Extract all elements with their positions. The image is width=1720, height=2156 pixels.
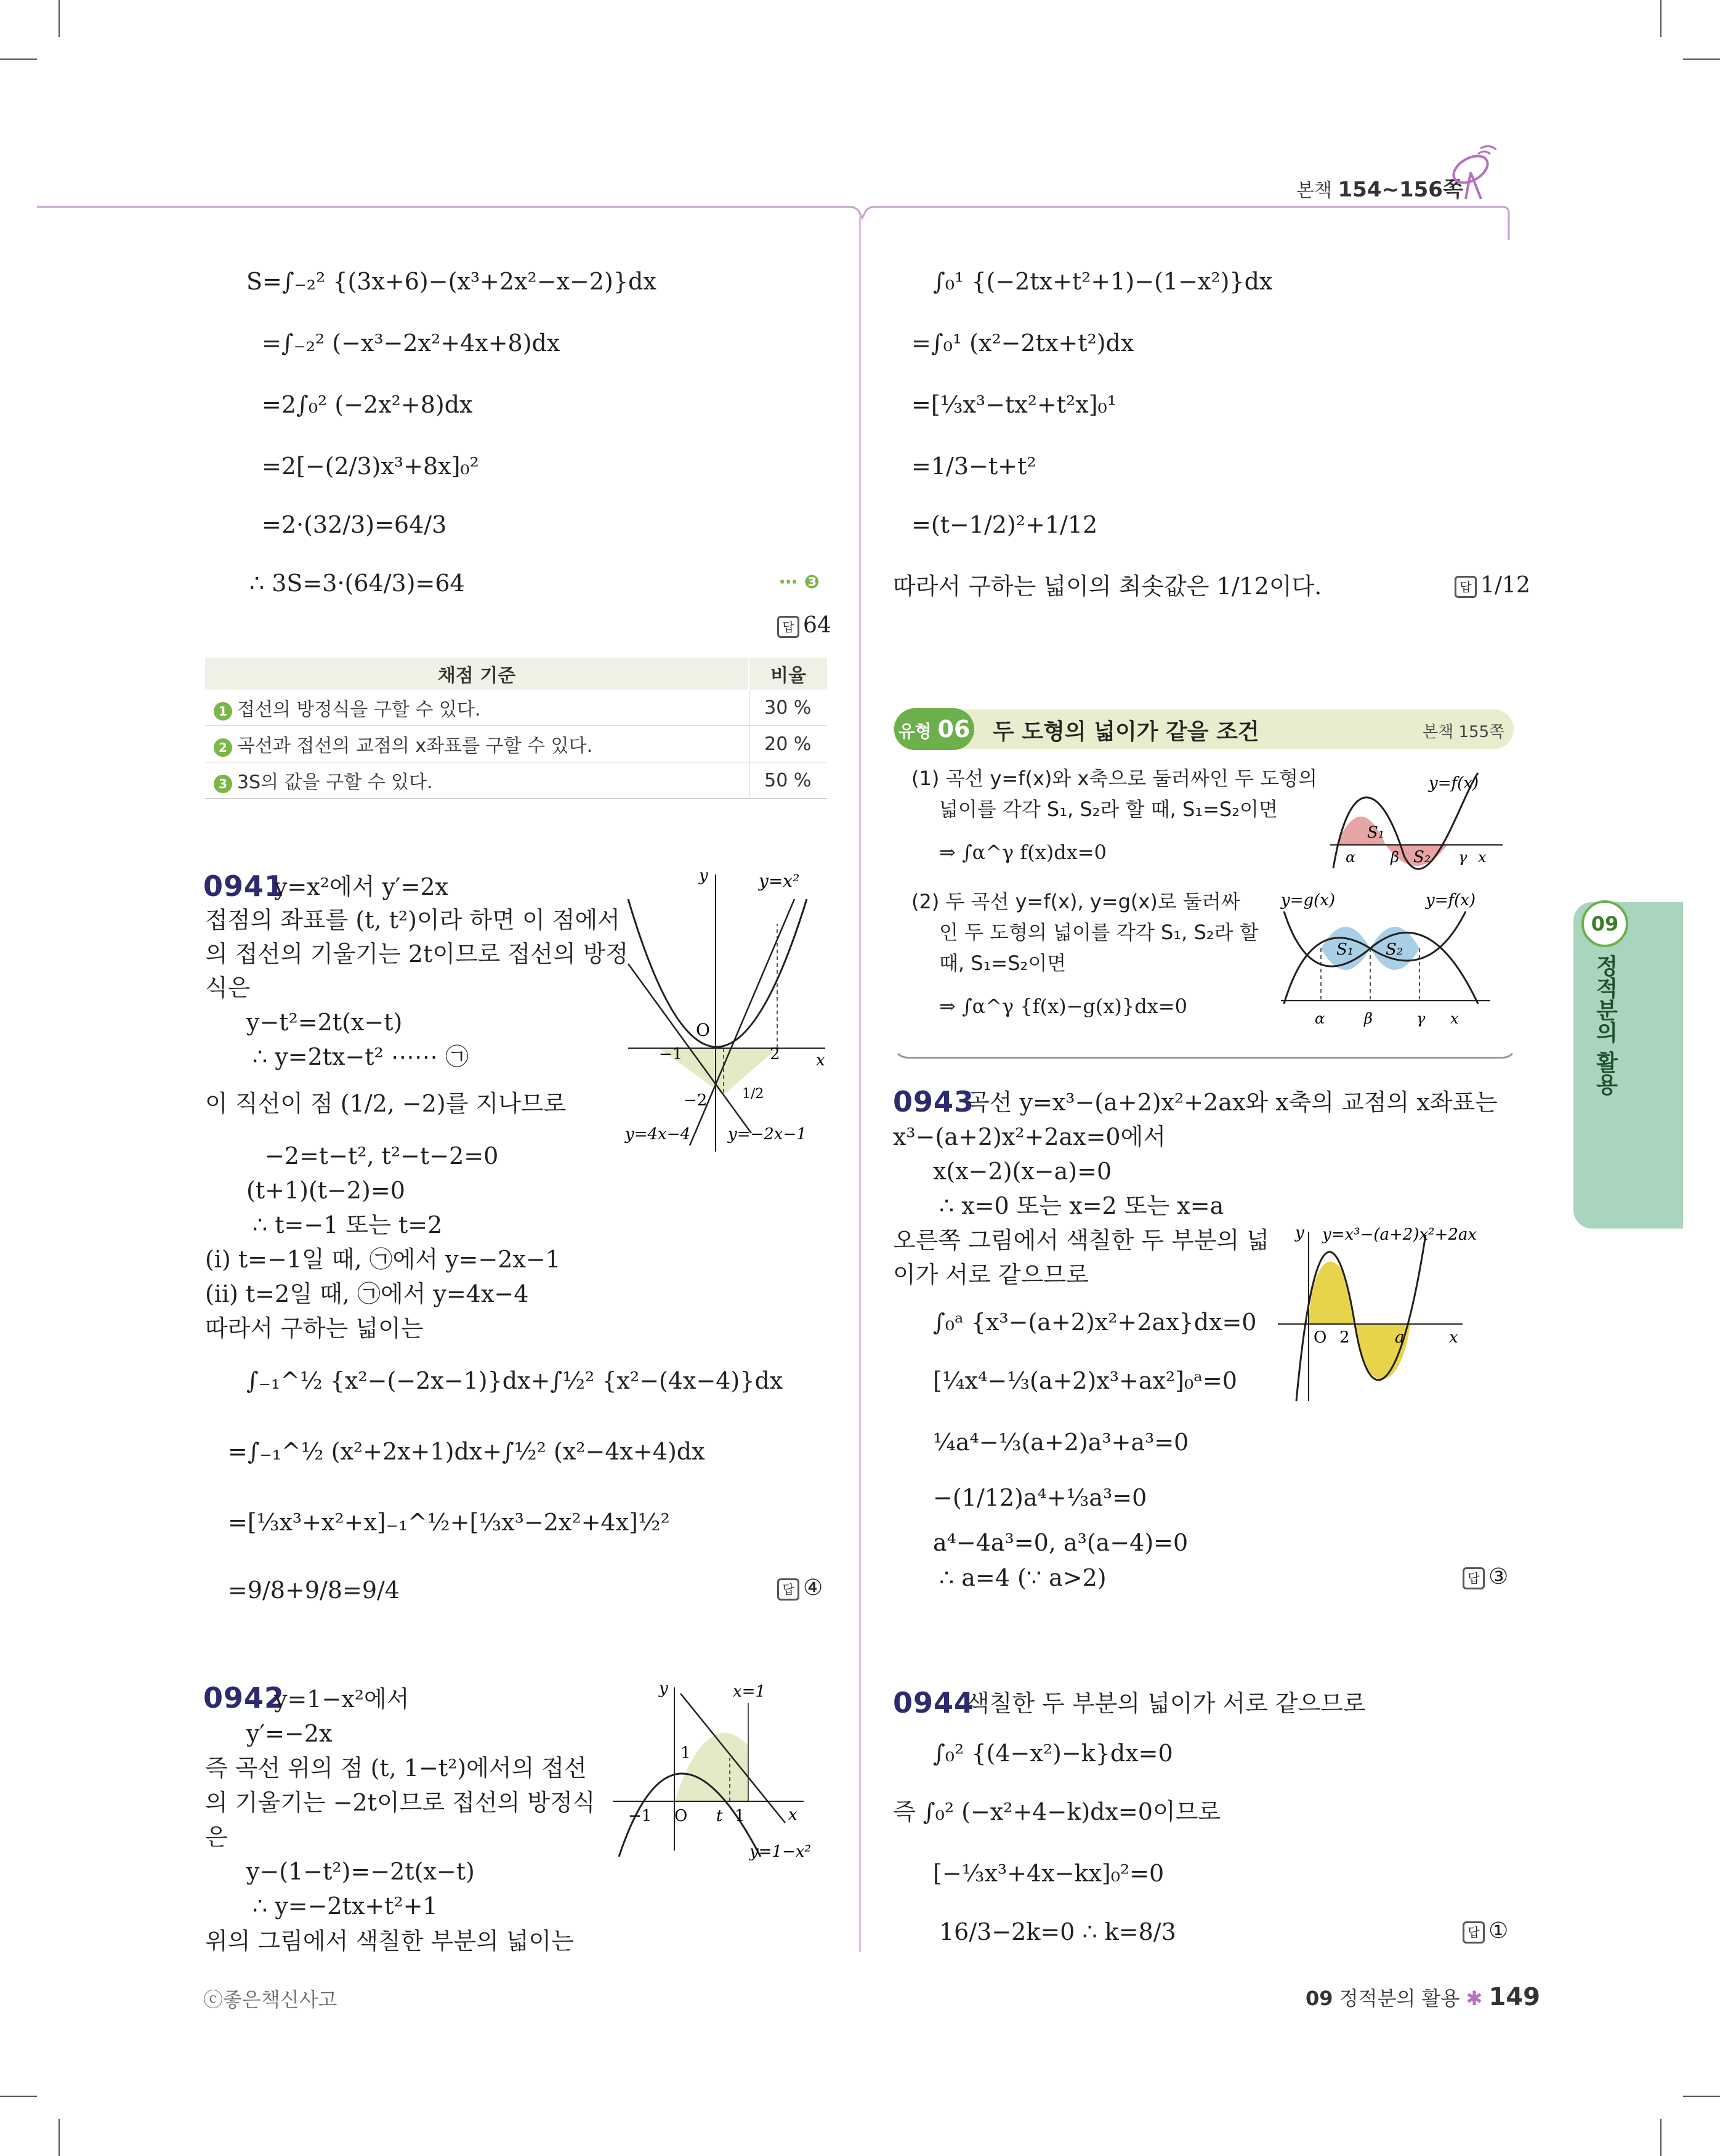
footer-chapter: 09 xyxy=(1306,1987,1333,2010)
graph-0942 xyxy=(607,1678,834,1863)
solution-line: 위의 그림에서 색칠한 부분의 넓이는 xyxy=(205,1928,574,1955)
header-rule xyxy=(37,197,1515,246)
score-row xyxy=(205,690,827,726)
tick-label: 1 xyxy=(735,1807,745,1825)
integral-line: ∫₋₁^½ {x²−(−2x−1)}dx+∫½² {x²−(4x−4)}dx xyxy=(246,1367,783,1394)
badge-word: 유형 xyxy=(898,721,932,741)
tick-label: t xyxy=(716,1807,723,1825)
solution-line: 색칠한 두 부분의 넓이가 서로 같으므로 xyxy=(967,1690,1366,1717)
tick-label: 1/2 xyxy=(742,1086,764,1102)
solution-line: 의 기울기는 −2t이므로 접선의 방정식 xyxy=(205,1789,596,1816)
tick-label: β xyxy=(1364,1010,1373,1027)
chapter-number-badge: 09 xyxy=(1581,900,1628,947)
vline-label: x=1 xyxy=(733,1682,765,1701)
tick-label: 2 xyxy=(770,1045,780,1064)
origin-label: O xyxy=(696,1020,710,1040)
answer-0940 xyxy=(777,613,831,638)
x-axis-label: x xyxy=(1450,1010,1459,1027)
answer-value: ① xyxy=(1488,1918,1509,1944)
solution-line: y−t²=2t(x−t) xyxy=(246,1009,403,1036)
integral-line: 즉 ∫₀² (−x²+4−k)dx=0이므로 xyxy=(893,1798,1221,1825)
integral-line: ¼a⁴−⅓(a+2)a³+a³=0 xyxy=(933,1429,1189,1456)
calc-line: ∫₀¹ {(−2tx+t²+1)−(1−x²)}dx xyxy=(933,268,1273,295)
integral-line: [¼x⁴−⅓(a+2)x³+ax²]₀ᵃ=0 xyxy=(933,1367,1237,1394)
tick-label: γ xyxy=(1416,1010,1426,1027)
answer-value: ④ xyxy=(803,1575,823,1601)
score-header-criteria: 채점 기준 xyxy=(205,658,749,690)
x-axis-label: x xyxy=(1478,849,1487,866)
problem-number: 0942 xyxy=(203,1681,285,1714)
solution-line: 16/3−2k=0 ∴ k=8/3 xyxy=(939,1918,1176,1945)
solution-line: x(x−2)(x−a)=0 xyxy=(933,1158,1112,1185)
copyright: ⓒ좋은책신사고 xyxy=(203,1988,337,2011)
tick-label: 1 xyxy=(680,1744,691,1762)
integral-line: =9/8+9/8=9/4 xyxy=(228,1577,400,1604)
tick-label: α xyxy=(1315,1010,1325,1027)
ref-pages: 154~156쪽 xyxy=(1338,177,1463,202)
answer-value: ③ xyxy=(1488,1564,1509,1589)
curve-label: y=g(x) xyxy=(1281,891,1336,910)
type-graph-2 xyxy=(1275,887,1509,1035)
calc-line: ∴ 3S=3·(64/3)=64 xyxy=(249,570,465,597)
badge-number: 06 xyxy=(937,716,971,743)
crop-mark xyxy=(59,0,60,37)
step-number: 3 xyxy=(214,775,232,793)
tick-label: 2 xyxy=(1339,1328,1350,1347)
calc-line: S=∫₋₂² {(3x+6)−(x³+2x²−x−2)}dx xyxy=(246,268,656,295)
tick-label: −1 xyxy=(659,1045,683,1064)
type-item-line: 때, S₁=S₂이면 xyxy=(939,951,1067,975)
origin-label: O xyxy=(674,1807,688,1825)
score-pct: 20 % xyxy=(749,726,827,762)
curve-label: y=x³−(a+2)x²+2ax xyxy=(1322,1225,1477,1244)
satellite-icon xyxy=(1441,145,1496,203)
calc-line: =∫₀¹ (x²−2tx+t²)dx xyxy=(911,329,1134,357)
type-badge xyxy=(894,708,974,750)
footer-star-icon: ✱ xyxy=(1466,1987,1483,2010)
score-row xyxy=(205,762,827,799)
solution-line: 식은 xyxy=(205,974,251,1001)
type-item-line: ⇒ ∫α^γ f(x)dx=0 xyxy=(939,841,1107,864)
region-label: S₁ xyxy=(1367,823,1385,842)
region-label: S₂ xyxy=(1386,940,1403,959)
calc-line: =(t−1/2)²+1/12 xyxy=(911,511,1098,538)
solution-line: (ⅰ) t=−1일 때, ㉠에서 y=−2x−1 xyxy=(205,1246,560,1273)
answer-icon: 답 xyxy=(777,1578,799,1601)
curve-label: y=f(x) xyxy=(1426,891,1476,910)
integral-line: =[⅓x³+x²+x]₋₁^½+[⅓x³−2x²+4x]½² xyxy=(228,1509,670,1536)
solution-line: ∴ y=2tx−t² ⋯⋯ ㉠ xyxy=(252,1043,469,1070)
crop-mark xyxy=(1683,2096,1720,2097)
step-number: 2 xyxy=(214,738,232,757)
type-ref: 본책 155쪽 xyxy=(1423,723,1505,741)
score-header-ratio: 비율 xyxy=(749,658,827,690)
calc-line: =[⅓x³−tx²+t²x]₀¹ xyxy=(911,391,1117,418)
answer-icon: 답 xyxy=(1463,1567,1485,1589)
solution-line: 접점의 좌표를 (t, t²)이라 하면 이 점에서 xyxy=(205,906,620,934)
problem-number: 0943 xyxy=(893,1085,975,1118)
integral-line: ∫₀² {(4−x²)−k}dx=0 xyxy=(933,1740,1173,1767)
step-number: 1 xyxy=(214,702,232,721)
type-item-line: 넓이를 각각 S₁, S₂라 할 때, S₁=S₂이면 xyxy=(939,797,1278,821)
solution-line: ∴ t=−1 또는 t=2 xyxy=(252,1211,443,1238)
solution-line: 이가 서로 같으므로 xyxy=(893,1261,1089,1288)
graph-0943 xyxy=(1278,1222,1518,1407)
solution-line: (ⅱ) t=2일 때, ㉠에서 y=4x−4 xyxy=(205,1280,529,1307)
solution-line: 이 직선이 점 (1/2, −2)를 지나므로 xyxy=(205,1090,567,1117)
page-number: 149 xyxy=(1488,1983,1541,2011)
tick-label: γ xyxy=(1458,849,1468,866)
type-item-line: (2) 두 곡선 y=f(x), y=g(x)로 둘러싸 xyxy=(911,890,1240,913)
integral-line: [−⅓x³+4x−kx]₀²=0 xyxy=(933,1860,1165,1887)
score-table xyxy=(205,658,827,799)
solution-line: −2=t−t², t²−t−2=0 xyxy=(265,1142,499,1169)
crop-mark xyxy=(0,59,37,60)
calc-line: =2·(32/3)=64/3 xyxy=(262,511,447,538)
score-row xyxy=(205,726,827,762)
score-pct: 50 % xyxy=(749,762,827,799)
line-label: y=−2x−1 xyxy=(728,1125,807,1144)
region-label: S₂ xyxy=(1413,848,1431,866)
x-axis-label: x xyxy=(1449,1328,1458,1347)
y-axis-label: y xyxy=(1295,1224,1304,1242)
solution-line: y=x²에서 y′=2x xyxy=(274,873,449,900)
solution-line: a⁴−4a³=0, a³(a−4)=0 xyxy=(933,1529,1189,1556)
answer-value: 1/12 xyxy=(1480,573,1530,598)
type-item-line: (1) 곡선 y=f(x)와 x축으로 둘러싸인 두 도형의 xyxy=(911,767,1317,790)
type-title: 두 도형의 넓이가 같을 조건 xyxy=(993,719,1259,745)
integral-line: =∫₋₁^½ (x²+2x+1)dx+∫½² (x²−4x+4)dx xyxy=(228,1438,705,1465)
solution-line: 오른쪽 그림에서 색칠한 두 부분의 넓 xyxy=(893,1227,1270,1254)
solution-line: ∴ a=4 (∵ a>2) xyxy=(939,1564,1107,1591)
tick-label: −2 xyxy=(684,1091,708,1110)
solution-line: 의 접선의 기울기는 2t이므로 접선의 방정 xyxy=(205,940,629,967)
answer-0943 xyxy=(1463,1564,1508,1589)
answer-value: 64 xyxy=(803,613,831,638)
solution-line: ∴ x=0 또는 x=2 또는 x=a xyxy=(939,1192,1224,1219)
calc-line: =∫₋₂² (−x³−2x²+4x+8)dx xyxy=(262,329,560,357)
tick-label: −1 xyxy=(628,1807,652,1825)
solution-line: 따라서 구하는 넓이는 xyxy=(205,1315,424,1342)
solution-line: y=1−x²에서 xyxy=(274,1686,410,1713)
score-criterion: 접선의 방정식을 구할 수 있다. xyxy=(237,699,481,721)
score-criterion: 3S의 값을 구할 수 있다. xyxy=(237,772,433,793)
crop-mark xyxy=(1660,0,1661,37)
tick-label: α xyxy=(1346,849,1356,866)
solution-line: x³−(a+2)x²+2ax=0에서 xyxy=(893,1123,1166,1150)
y-axis-label: y xyxy=(659,1679,668,1698)
integral-line: −(1/12)a⁴+⅓a³=0 xyxy=(933,1484,1147,1511)
type-graph-1 xyxy=(1324,764,1509,874)
step-marker: ⋯ ❸ xyxy=(779,571,820,593)
solution-line: 곡선 y=x³−(a+2)x²+2ax와 x축의 교점의 x좌표는 xyxy=(967,1089,1498,1116)
chapter-title: 정적분의 활용 xyxy=(1593,955,1618,1096)
solution-line: y−(1−t²)=−2t(x−t) xyxy=(246,1858,475,1885)
calc-line: =2[−(2/3)x³+8x]₀² xyxy=(262,453,479,480)
answer-icon: 답 xyxy=(1455,576,1477,598)
crop-mark xyxy=(1660,2119,1661,2156)
answer-0944 xyxy=(1463,1918,1508,1944)
curve-label: y=x² xyxy=(759,871,800,891)
calc-line: =2∫₀² (−2x²+8)dx xyxy=(262,391,473,418)
curve-label: y=1−x² xyxy=(749,1843,811,1861)
answer-0941 xyxy=(777,1575,823,1601)
type-item-line: 인 두 도형의 넓이를 각각 S₁, S₂라 할 xyxy=(939,921,1259,944)
integral-line: ∫₀ᵃ {x³−(a+2)x²+2ax}dx=0 xyxy=(933,1309,1257,1336)
tick-label: a xyxy=(1395,1328,1405,1347)
solution-line: ∴ y=−2tx+t²+1 xyxy=(252,1892,438,1920)
answer-icon: 답 xyxy=(1463,1921,1485,1944)
ref-label: 본책 xyxy=(1296,180,1332,201)
problem-number: 0944 xyxy=(893,1686,975,1719)
crop-mark xyxy=(1683,59,1720,60)
curve-label: y=f(x) xyxy=(1429,774,1479,793)
score-criterion: 곡선과 접선의 교점의 x좌표를 구할 수 있다. xyxy=(237,735,593,757)
x-axis-label: x xyxy=(816,1051,825,1070)
origin-label: O xyxy=(1314,1328,1327,1347)
problem-number: 0941 xyxy=(203,870,285,903)
crop-mark xyxy=(59,2119,60,2156)
conclusion-line: 따라서 구하는 넓이의 최솟값은 1/12이다. xyxy=(893,573,1322,600)
tick-label: β xyxy=(1391,849,1399,866)
footer-title: 정적분의 활용 xyxy=(1339,1987,1460,2010)
type-item-line: ⇒ ∫α^γ {f(x)−g(x)}dx=0 xyxy=(939,995,1187,1018)
column-divider xyxy=(859,216,861,1952)
page-footer xyxy=(1306,1983,1540,2011)
solution-line: 즉 곡선 위의 점 (t, 1−t²)에서의 접선 xyxy=(205,1754,587,1782)
graph-0941 xyxy=(616,862,838,1158)
crop-mark xyxy=(0,2096,37,2097)
region-label: S₁ xyxy=(1336,940,1354,959)
solution-line: y′=−2x xyxy=(246,1720,333,1747)
calc-line: =1/3−t+t² xyxy=(911,453,1036,480)
line-label: y=4x−4 xyxy=(625,1125,691,1144)
x-axis-label: x xyxy=(788,1806,797,1824)
score-pct: 30 % xyxy=(749,690,827,726)
solution-line: 은 xyxy=(205,1823,228,1851)
solution-line: (t+1)(t−2)=0 xyxy=(246,1177,405,1204)
answer-icon: 답 xyxy=(777,616,799,638)
y-axis-label: y xyxy=(699,866,708,885)
answer-min xyxy=(1455,573,1530,598)
